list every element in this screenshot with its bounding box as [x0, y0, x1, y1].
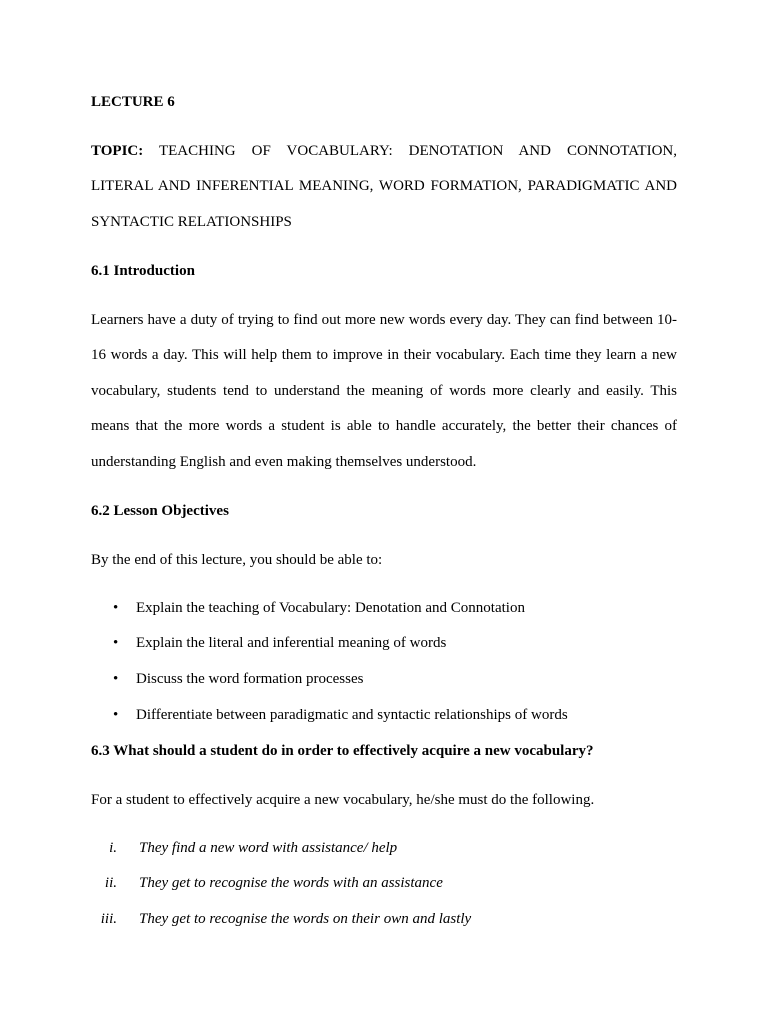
bullet-icon: •	[113, 671, 119, 687]
step-text: They get to recognise the words on their own and lastly	[139, 911, 472, 927]
objective-item	[91, 598, 677, 618]
section-6-1-heading: 6.1 Introduction	[91, 263, 195, 279]
intro-paragraph-line: understanding English and even making themselves understood.	[91, 454, 477, 470]
topic-line-2: LITERAL AND INFERENTIAL MEANING, WORD FORMATION, PARADIGMATIC AND	[91, 178, 677, 194]
objective-text: Explain the teaching of Vocabulary: Denotation and Connotation	[136, 600, 525, 616]
section-6-2-heading: 6.2 Lesson Objectives	[91, 503, 229, 519]
topic-label: TOPIC:	[91, 143, 144, 159]
objective-text: Explain the literal and inferential meaning of words	[136, 635, 447, 651]
section-6-3-heading: 6.3 What should a student do in order to effectively acquire a new vocabulary?	[91, 743, 594, 759]
steps-intro: For a student to effectively acquire a new vocabulary, he/she must do the following.	[91, 792, 595, 808]
intro-paragraph-line: vocabulary, students tend to understand the meaning of words more clearly and easily. This	[91, 383, 677, 399]
bullet-icon: •	[113, 600, 119, 616]
lecture-title: LECTURE 6	[91, 94, 175, 110]
objective-item	[91, 669, 677, 689]
topic-line-1	[91, 141, 677, 161]
step-item	[91, 838, 677, 858]
objective-text: Discuss the word formation processes	[136, 671, 364, 687]
topic-line-3: SYNTACTIC RELATIONSHIPS	[91, 214, 292, 230]
step-item	[91, 873, 677, 893]
objective-text: Differentiate between paradigmatic and syntactic relationships of words	[136, 707, 568, 723]
objective-item	[91, 633, 677, 653]
step-text: They find a new word with assistance/ help	[139, 840, 398, 856]
objective-item	[91, 705, 677, 725]
intro-paragraph-line: means that the more words a student is able to handle accurately, the better their chances of	[91, 418, 677, 434]
objectives-intro: By the end of this lecture, you should be able to:	[91, 552, 383, 568]
step-item	[91, 909, 677, 929]
step-text: They get to recognise the words with an assistance	[139, 875, 443, 891]
bullet-icon: •	[113, 707, 119, 723]
intro-paragraph-line: Learners have a duty of trying to find out more new words every day. They can find between 10-	[91, 312, 677, 328]
step-number: iii.	[100, 911, 117, 927]
topic-text-1: TEACHING OF VOCABULARY: DENOTATION AND CONNOTATION,	[158, 143, 677, 159]
step-number: i.	[109, 840, 117, 856]
intro-paragraph-line: 16 words a day. This will help them to improve in their vocabulary. Each time they learn a new	[91, 347, 677, 363]
step-number: ii.	[104, 875, 117, 891]
bullet-icon: •	[113, 635, 119, 651]
